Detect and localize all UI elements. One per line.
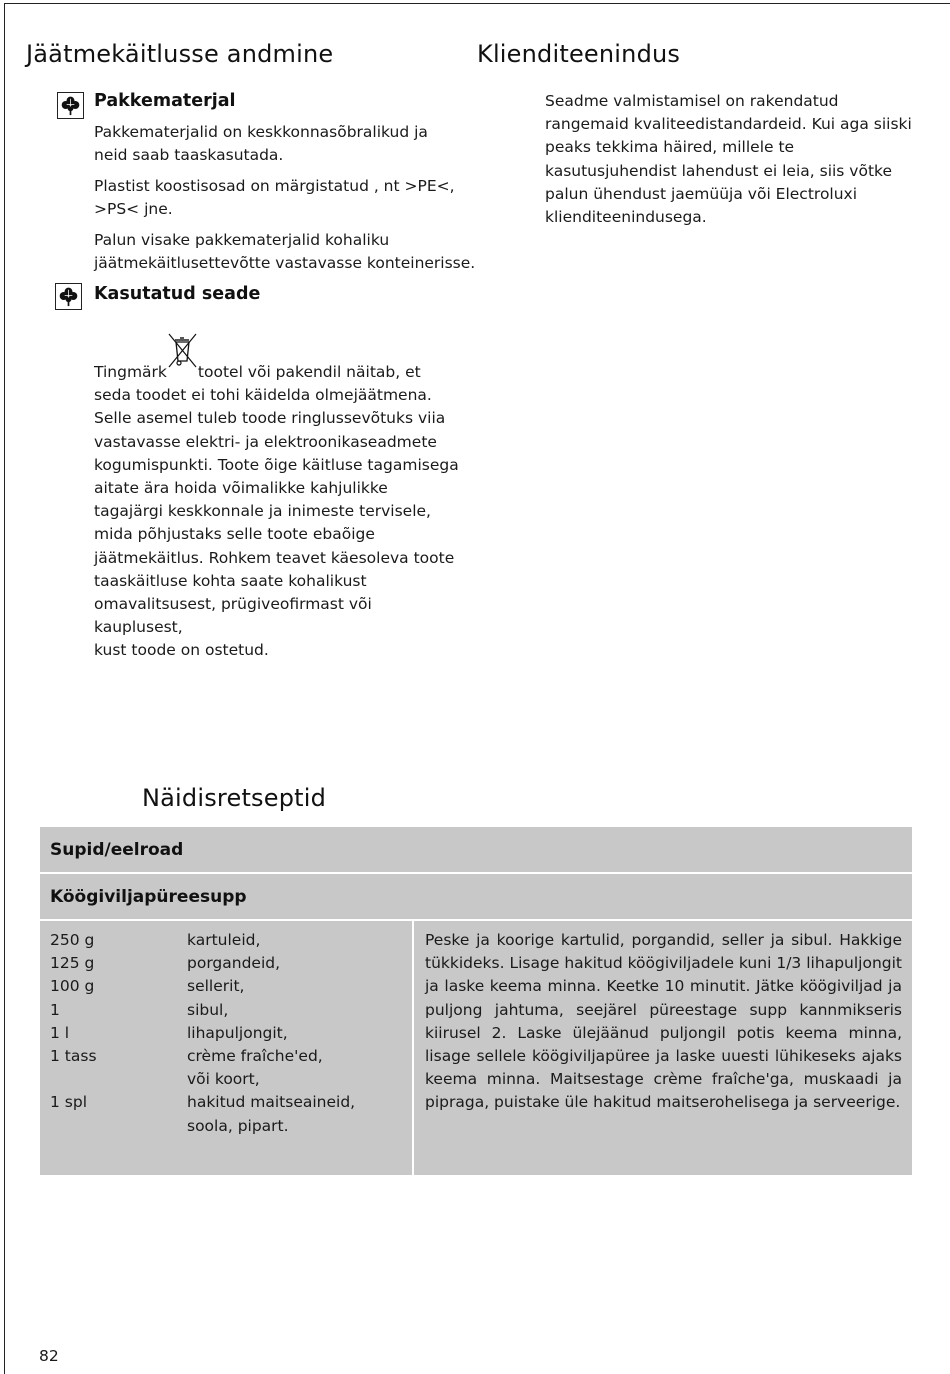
customer-service-paragraph (545, 90, 912, 229)
ingredient-quantity: 250 g (50, 931, 95, 949)
text-line: taaskäitluse kohta saate kohalikust (94, 571, 367, 590)
ingredient-quantity: 1 tass (50, 1047, 97, 1066)
text-line: omavalitsusest, prügiveofirmast või kauplusest, (94, 595, 372, 637)
ingredient-row (50, 1115, 412, 1138)
text-line: kust toode on ostetud. (94, 641, 269, 660)
packaging-paragraph-2 (94, 175, 455, 221)
ingredient-row (50, 1045, 412, 1068)
text-line: aitate ära hoida võimalikke kahjulikke (94, 479, 388, 498)
ingredient-quantity: 1 spl (50, 1093, 88, 1112)
page-number: 82 (39, 1347, 59, 1365)
page-border-top (4, 3, 950, 4)
ingredient-quantity (50, 1115, 187, 1138)
text-line: vastavasse elektri- ja elektroonikaseadmete (94, 432, 437, 451)
ingredient-quantity: 1 l (50, 1023, 70, 1042)
ingredient-name: lihapuljongit, (187, 1023, 288, 1042)
ingredient-name: soola, pipart. (187, 1116, 289, 1135)
text-line: peaks tekkima häired, millele te (545, 138, 795, 157)
ingredients-list (40, 921, 412, 1175)
text-line: Seadme valmistamisel on rakendatud (545, 92, 839, 110)
text-line: klienditeenindusega. (545, 208, 707, 227)
text-line: palun ühendust jaemüüja või Electroluxi (545, 184, 858, 203)
text-line: rangemaid kvaliteedistandardeid. Kui aga siiski (545, 115, 912, 134)
recipe-body (40, 921, 912, 1175)
text-line: seda toodet ei tohi käidelda olmejäätmena. (94, 386, 432, 405)
ingredient-row (50, 929, 412, 952)
ingredient-row (50, 1068, 412, 1091)
ingredient-name: sellerit, (187, 977, 245, 996)
customer-service-title: Klienditeenindus (477, 40, 681, 68)
packaging-paragraph-1 (94, 121, 428, 167)
ingredient-name: crème fraîche'ed, (187, 1047, 323, 1066)
used-appliance-heading: Kasutatud seade (94, 284, 261, 304)
text-line: Plastist koostisosad on märgistatud , nt >PE<, (94, 177, 455, 195)
text-line: >PS< jne. (94, 200, 173, 219)
recipe-method: Peske ja koorige kartulid, porgandid, seller ja sibul. Hakkige tükkideks. Lisage hakitud köögiviljadele kuni 1/3 lihapuljongit ja laske keema minna. Keetke 10 minutit. Jätke köögiviljad ja puljong jahtuma, seejärel püreestage supp kannmikseris kiirusel 2. Laske ülejäänud puljongil potis keema minna, lisage sellele köögiviljapüree ja laske uuesti lühikeseks ajaks keema minna. Maitsestage crème fraîche'ga, muskaadi ja pipraga, puistake üle hakitud maitserohelisega ja serveerige. (414, 921, 912, 1175)
used-appliance-paragraph (94, 344, 464, 663)
disposal-title: Jäätmekäitlusse andmine (26, 40, 334, 68)
text-line: kogumispunkti. Toote õige käitluse tagamisega (94, 455, 459, 474)
packaging-heading: Pakkematerjal (94, 91, 236, 111)
ingredient-row (50, 999, 412, 1022)
ingredient-name: hakitud maitseaineid, (187, 1093, 356, 1112)
recipe-category-bar: Supid/eelroad (40, 827, 912, 872)
text-line: Pakkematerjalid on keskkonnasõbralikud ja (94, 123, 428, 141)
packaging-paragraph-3 (94, 229, 475, 275)
text-line: kasutusjuhendist lahendust ei leia, siis võtke (545, 161, 893, 180)
text-line: Tingmärk (94, 363, 167, 381)
text-line: mida põhjustaks selle toote ebaõige (94, 525, 375, 544)
ingredient-name: kartuleid, (187, 931, 261, 949)
ingredient-name: porgandeid, (187, 954, 281, 973)
clover-icon (55, 283, 82, 310)
text-line: Palun visake pakkematerjalid kohaliku (94, 231, 390, 249)
text-line: Selle asemel tuleb toode ringlussevõtuks viia (94, 409, 446, 428)
clover-icon (57, 92, 84, 119)
text-line: tagajärgi keskkonnale ja inimeste tervisele, (94, 502, 431, 521)
ingredient-quantity: 1 (50, 1000, 60, 1019)
text-line: tootel või pakendil näitab, et (197, 363, 421, 381)
ingredient-row (50, 1091, 412, 1114)
ingredient-quantity: 125 g (50, 954, 95, 973)
ingredient-row (50, 952, 412, 975)
recipes-title: Näidisretseptid (142, 784, 327, 812)
ingredient-row (50, 975, 412, 998)
ingredient-name: sibul, (187, 1000, 229, 1019)
ingredient-quantity (50, 1068, 187, 1091)
text-line: neid saab taaskasutada. (94, 146, 284, 165)
page-border-left (4, 3, 5, 1374)
text-line: jäätmekäitlus. Rohkem teavet käesoleva toote (94, 548, 455, 567)
text-line: jäätmekäitlusettevõtte vastavasse konteinerisse. (94, 254, 476, 273)
crossed-out-wheelie-bin-icon (165, 344, 199, 380)
ingredient-name: või koort, (187, 1070, 260, 1089)
ingredient-quantity: 100 g (50, 977, 95, 996)
recipe-name-bar: Köögiviljapüreesupp (40, 874, 912, 919)
recipe-table (40, 827, 912, 1175)
ingredient-row (50, 1022, 412, 1045)
